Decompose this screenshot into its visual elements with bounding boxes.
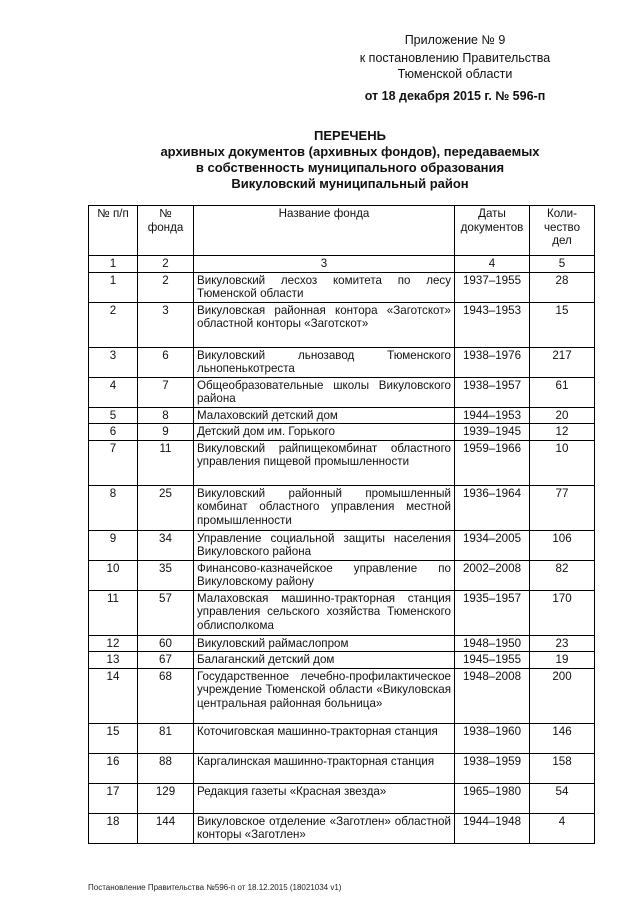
row-number: 9 [89,530,138,560]
appendix-region: Тюменской области [397,67,513,81]
appendix-subtitle: к постановлению Правительства [359,51,551,65]
fund-number: 2 [138,272,194,302]
fund-dates: 1935–1957 [455,590,530,635]
row-number: 10 [89,560,138,590]
header-dates: Даты документов [455,206,530,256]
col-number: 1 [89,256,138,273]
col-number: 5 [530,256,595,273]
fund-dates: 1959–1966 [455,440,530,485]
fund-name: Коточиговская машинно-тракторная станция [194,723,455,753]
row-number: 11 [89,590,138,635]
row-number: 3 [89,347,138,377]
fund-number: 144 [138,813,194,843]
fund-name: Малаховский детский дом [194,407,455,424]
table-row [89,440,595,485]
fund-name: Государственное лечебно-профилактическое учреждение Тюменской области «Викуловская центральная районная больница» [194,668,455,723]
file-count: 170 [530,590,595,635]
column-number-row [89,256,595,273]
row-number: 17 [89,783,138,813]
fund-dates: 1936–1964 [455,485,530,530]
table-row [89,783,595,813]
fund-name: Викуловский раймаслопром [194,635,455,652]
document-title-line2: архивных документов (архивных фондов), передаваемых [160,144,540,159]
fund-name: Викуловский районный промышленный комбинат областного управления местной промышленности [194,485,455,530]
table-row [89,590,595,635]
fund-name: Викуловский льнозавод Тюменского льнопенькотреста [194,347,455,377]
fund-dates: 1939–1945 [455,424,530,441]
fund-number: 3 [138,302,194,347]
file-count: 82 [530,560,595,590]
fund-number: 9 [138,424,194,441]
appendix-date: от 18 декабря 2015 г. № 596-п [364,89,546,103]
fund-dates: 1948–1950 [455,635,530,652]
col-number: 4 [455,256,530,273]
fund-number: 68 [138,668,194,723]
fund-dates: 1943–1953 [455,302,530,347]
file-count: 217 [530,347,595,377]
file-count: 77 [530,485,595,530]
fund-number: 67 [138,652,194,669]
fund-name: Викуловское отделение «Заготлен» областной конторы «Заготлен» [194,813,455,843]
fund-number: 8 [138,407,194,424]
file-count: 23 [530,635,595,652]
fund-name: Общеобразовательные школы Викуловского района [194,377,455,407]
table-row [89,813,595,843]
table-row [89,668,595,723]
fund-dates: 1945–1955 [455,652,530,669]
appendix-label: Приложение № 9 [404,33,506,47]
file-count: 15 [530,302,595,347]
fund-dates: 1948–2008 [455,668,530,723]
row-number: 16 [89,753,138,783]
fund-dates: 1965–1980 [455,783,530,813]
col-number: 3 [194,256,455,273]
fund-name: Финансово-казначейское управление по Викуловскому району [194,560,455,590]
file-count: 146 [530,723,595,753]
col-number: 2 [138,256,194,273]
file-count: 12 [530,424,595,441]
fund-name: Детский дом им. Горького [194,424,455,441]
row-number: 7 [89,440,138,485]
fund-name: Редакция газеты «Красная звезда» [194,783,455,813]
row-number: 1 [89,272,138,302]
fund-number: 60 [138,635,194,652]
row-number: 12 [89,635,138,652]
table-row [89,302,595,347]
fund-number: 6 [138,347,194,377]
document-title-line3: в собственность муниципального образования [195,160,505,175]
table-row [89,723,595,753]
header-name: Название фонда [194,206,455,256]
fund-number: 25 [138,485,194,530]
file-count: 20 [530,407,595,424]
fund-dates: 1938–1959 [455,753,530,783]
header-fund: № фонда [138,206,194,256]
table-row [89,560,595,590]
file-count: 10 [530,440,595,485]
fund-dates: 1938–1957 [455,377,530,407]
header-count: Коли-чество дел [530,206,595,256]
table-row [89,347,595,377]
fund-name: Викуловская районная контора «Заготскот» областной конторы «Заготскот» [194,302,455,347]
document-title-line4: Викуловский муниципальный район [231,176,469,191]
table-row [89,407,595,424]
row-number: 15 [89,723,138,753]
fund-dates: 1938–1976 [455,347,530,377]
fund-number: 7 [138,377,194,407]
file-count: 19 [530,652,595,669]
table-row [89,530,595,560]
file-count: 61 [530,377,595,407]
table-row [89,377,595,407]
header-num: № п/п [89,206,138,256]
fund-number: 11 [138,440,194,485]
table-row [89,485,595,530]
row-number: 13 [89,652,138,669]
fund-dates: 1944–1953 [455,407,530,424]
file-count: 54 [530,783,595,813]
fund-name: Малаховская машинно-тракторная станция управления сельского хозяйства Тюменского облисполкома [194,590,455,635]
file-count: 158 [530,753,595,783]
table-row [89,272,595,302]
fund-dates: 2002–2008 [455,560,530,590]
file-count: 28 [530,272,595,302]
fund-name: Викуловский райпищекомбинат областного управления пищевой промышленности [194,440,455,485]
table-row [89,635,595,652]
fund-number: 81 [138,723,194,753]
row-number: 6 [89,424,138,441]
table-row [89,424,595,441]
fund-dates: 1944–1948 [455,813,530,843]
row-number: 14 [89,668,138,723]
table-row [89,753,595,783]
row-number: 5 [89,407,138,424]
row-number: 18 [89,813,138,843]
fund-name: Каргалинская машинно-тракторная станция [194,753,455,783]
row-number: 4 [89,377,138,407]
funds-table [88,205,595,844]
fund-number: 57 [138,590,194,635]
fund-number: 35 [138,560,194,590]
fund-dates: 1937–1955 [455,272,530,302]
fund-name: Викуловский лесхоз комитета по лесу Тюменской области [194,272,455,302]
fund-number: 34 [138,530,194,560]
table-row [89,652,595,669]
file-count: 200 [530,668,595,723]
table-header-row [89,206,595,256]
fund-number: 88 [138,753,194,783]
fund-name: Балаганский детский дом [194,652,455,669]
footer-note: Постановление Правительства №596-п от 18.12.2015 (18021034 v1) [88,883,342,892]
file-count: 4 [530,813,595,843]
fund-name: Управление социальной защиты населения Викуловского района [194,530,455,560]
file-count: 106 [530,530,595,560]
fund-dates: 1934–2005 [455,530,530,560]
document-title: ПЕРЕЧЕНЬ [314,128,386,143]
fund-dates: 1938–1960 [455,723,530,753]
row-number: 2 [89,302,138,347]
row-number: 8 [89,485,138,530]
fund-number: 129 [138,783,194,813]
